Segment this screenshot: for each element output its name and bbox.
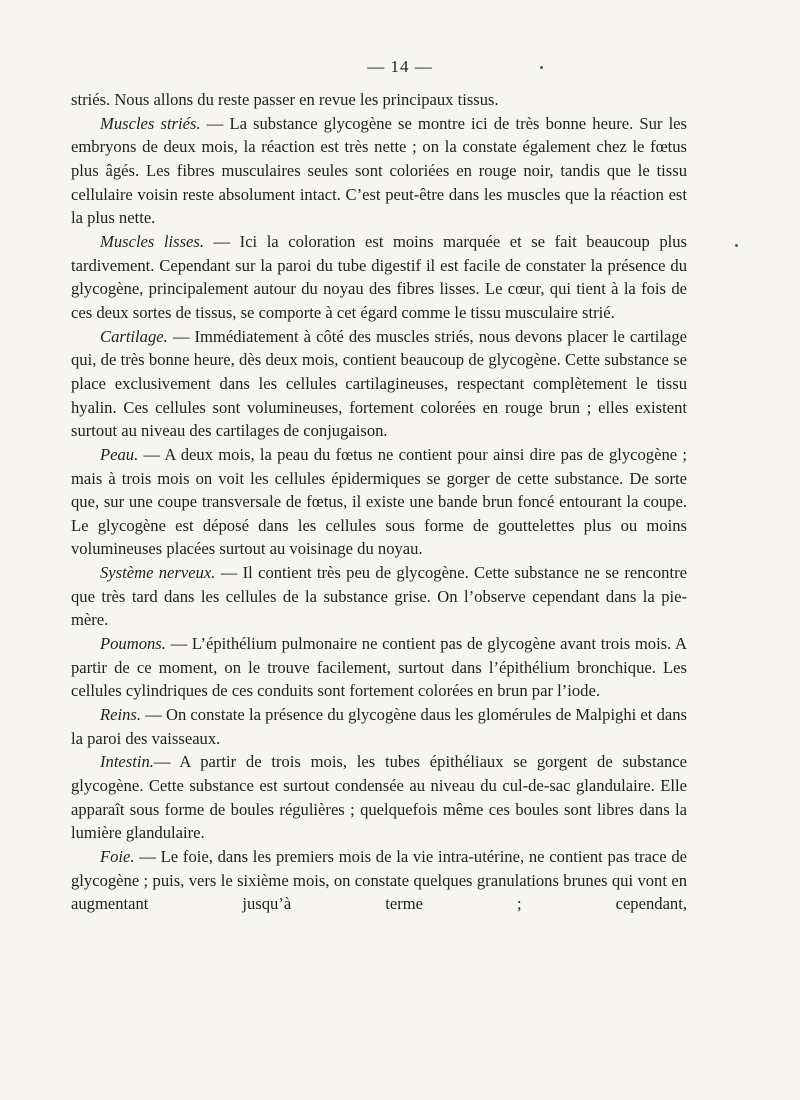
section-reins xyxy=(71,703,687,750)
section-text: — A partir de trois mois, les tubes épithéliaux se gorgent de substance glycogène. Cette substance est surtout condensée au niveau du cul-de-sac glandulaire. Elle apparaît sous forme de boules régulières ; quelquefois même ces boules sont libres dans la lumière glandulaire. xyxy=(71,752,687,843)
page-number: — 14 — xyxy=(367,57,433,76)
section-text: — La substance glycogène se montre ici de très bonne heure. Sur les embryons de deux mois, la réaction est très nette ; on la constate également chez le fœtus plus âgés. Les fibres musculaires seules sont coloriées en rouge noir, tandis que le tissu cellulaire voisin reste absolument intact. C’est peut-être dans les muscles que la réaction est la plus nette. xyxy=(71,113,687,228)
section-heading: Intestin. xyxy=(100,752,154,772)
opening-line: striés. Nous allons du reste passer en revue les principaux tissus. xyxy=(71,90,499,109)
section-peau xyxy=(71,443,687,561)
section-heading: Muscles striés. xyxy=(100,113,201,133)
section-text: — Ici la coloration est moins marquée et se fait beaucoup plus tardivement. Cependant sur la paroi du tube digestif il est facile de constater la présence du glycogène, principalement autour du noyau des fibres lisses. Le cœur, qui tient à la fois de ces deux sortes de tissus, se comporte à cet égard comme le tissu musculaire strié. xyxy=(71,231,687,322)
section-heading: Reins. xyxy=(100,705,142,725)
section-heading: Peau. xyxy=(100,444,139,464)
section-text: — On constate la présence du glycogène daus les glomérules de Malpighi et dans la paroi des vaisseaux. xyxy=(71,705,687,748)
section-heading: Poumons. xyxy=(100,634,166,654)
section-heading: Cartilage. xyxy=(100,326,168,346)
section-text: — L’épithélium pulmonaire ne contient pas de glycogène avant trois mois. A partir de ce moment, on le trouve facilement, surtout dans l’épithélium bronchique. Les cellules cylindriques de ces conduits sont fortement colorées en brun par l’iode. xyxy=(71,634,687,701)
section-heading: Muscles lisses. xyxy=(100,231,205,251)
body-text xyxy=(71,88,687,916)
section-text: — Immédiatement à côté des muscles striés, nous devons placer le cartilage qui, de très bonne heure, dès deux mois, contient beaucoup de glycogène. Cette substance se place exclusivement dans les cellules cartilagineuses, respectant complètement le tissu hyalin. Ces cellules sont volumineuses, fortement colorées en rouge brun ; elles existent surtout au niveau des cartilages de conjugaison. xyxy=(71,326,687,441)
section-poumons xyxy=(71,632,687,703)
section-text: — Le foie, dans les premiers mois de la vie intra-utérine, ne contient pas trace de glycogène ; puis, vers le sixième mois, on constate quelques granulations brunes qui vont en augmentant jusqu’à terme ; cependant, xyxy=(71,847,687,914)
print-speck xyxy=(540,66,543,69)
print-speck xyxy=(735,244,738,247)
section-muscles-stries xyxy=(71,112,687,230)
section-text: — Il contient très peu de glycogène. Cette substance ne se rencontre que très tard dans les cellules de la substance grise. On l’observe cependant dans la pie-mère. xyxy=(71,563,687,630)
section-heading: Système nerveux. xyxy=(100,563,216,583)
section-heading: Foie. xyxy=(100,847,135,866)
section-cartilage xyxy=(71,325,687,443)
section-foie xyxy=(71,845,687,916)
section-systeme-nerveux xyxy=(71,561,687,632)
section-muscles-lisses xyxy=(71,230,687,325)
section-intestin xyxy=(71,750,687,845)
section-text: — A deux mois, la peau du fœtus ne contient pour ainsi dire pas de glycogène ; mais à trois mois on voit les cellules épidermiques se gorger de cette substance. De sorte que, sur une coupe transversale de fœtus, il existe une bande brun foncé entourant la coupe. Le glycogène est déposé dans les cellules sous forme de gouttelettes plus ou moins volumineuses placées surtout au voisinage du noyau. xyxy=(71,444,687,559)
